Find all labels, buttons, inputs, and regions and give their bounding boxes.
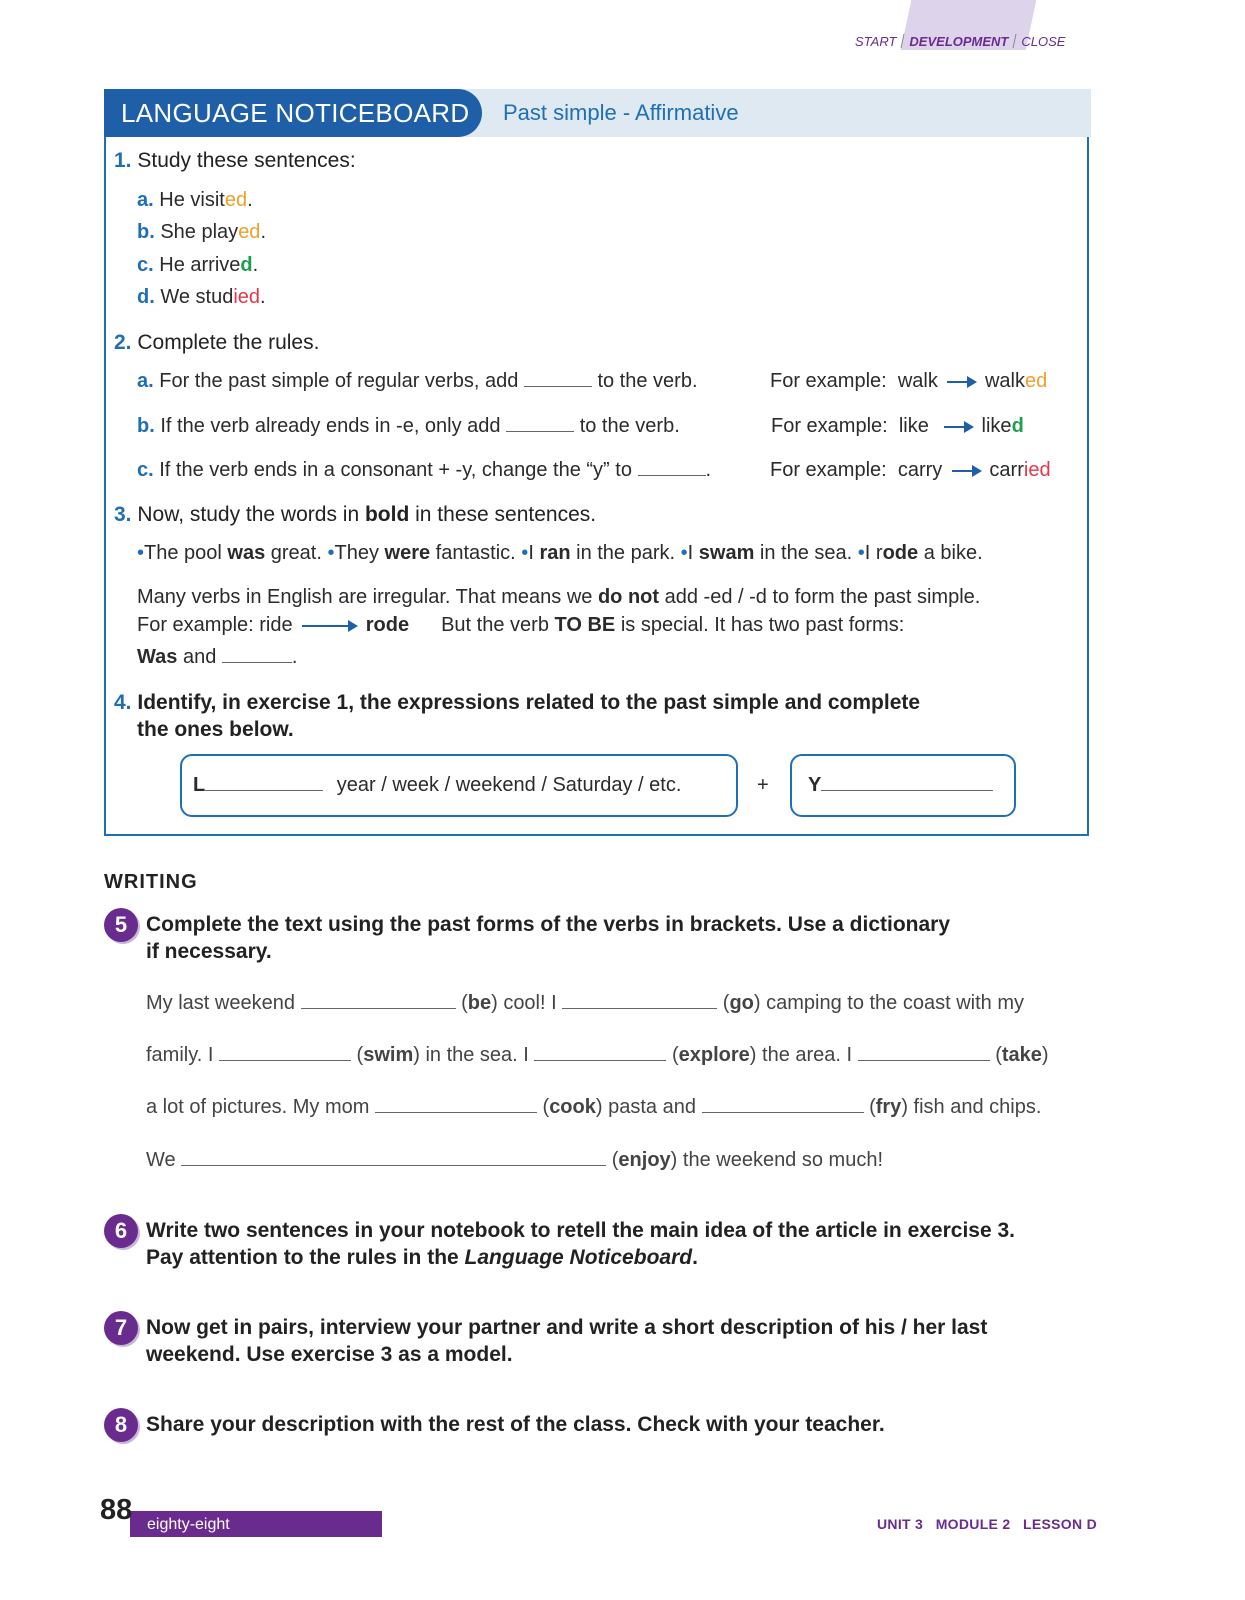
task-5-line-1: My last weekend (be) cool! I (go) camping to the coast with my (146, 992, 1024, 1014)
arrow-icon (947, 381, 975, 383)
q4-heading: 4. Identify, in exercise 1, the expressions related to the past simple and complete (114, 691, 921, 714)
q4-heading-line2: the ones below. (137, 718, 294, 741)
last-blank[interactable] (205, 790, 323, 791)
blank-fry[interactable] (702, 1112, 864, 1113)
rule-b-blank[interactable] (506, 431, 574, 432)
writing-heading: WRITING (104, 871, 198, 893)
blank-be[interactable] (301, 1008, 456, 1009)
q1-item-d: d. We studied. (137, 286, 266, 308)
task-7-instructions: Now get in pairs, interview your partner and write a short description of his / her last weekend. Use exercise 3 as a model. (146, 1316, 988, 1366)
q2-example-c: For example: carry carried (770, 459, 1051, 481)
task-6-instructions: Write two sentences in your notebook to retell the main idea of the article in exercise 3. Pay attention to the rules in the Language Noticeboard. (146, 1219, 1016, 1269)
arrow-icon (944, 426, 972, 428)
task-5-line-3: a lot of pictures. My mom (cook) pasta and (fry) fish and chips. (146, 1096, 1042, 1118)
q3-paragraph-1: Many verbs in English are irregular. That means we do not add -ed / -d to form the past simple. (137, 586, 981, 608)
q2-rule-a: a. For the past simple of regular verbs, add to the verb. (137, 370, 698, 392)
q3-paragraph-2: For example: ride rode But the verb TO BE is special. It has two past forms: (137, 614, 905, 636)
q2-rule-b: b. If the verb already ends in -e, only add to the verb. (137, 415, 680, 437)
blank-swim[interactable] (219, 1060, 351, 1061)
task-5-number: 5 (104, 908, 138, 942)
blank-cook[interactable] (375, 1112, 537, 1113)
q3-examples: •The pool was great. •They were fantastic. •I ran in the park. •I swam in the sea. •I rode a bike. (137, 542, 983, 564)
task-5-instructions: Complete the text using the past forms of the verbs in brackets. Use a dictionary if necessary. (146, 913, 951, 963)
arrow-icon (302, 625, 356, 627)
expression-yesterday: Y (808, 774, 993, 797)
blank-go[interactable] (562, 1008, 717, 1009)
nav-development[interactable]: DEVELOPMENT (909, 34, 1009, 49)
task-7-number: 7 (104, 1311, 138, 1345)
q1-heading: 1. Study these sentences: (114, 149, 356, 172)
q2-heading: 2. Complete the rules. (114, 331, 320, 354)
section-nav (855, 34, 1065, 49)
q3-paragraph-3: Was and . (137, 646, 298, 668)
task-6-number: 6 (104, 1214, 138, 1248)
q3-heading: 3. Now, study the words in bold in these sentences. (114, 503, 597, 526)
blank-take[interactable] (858, 1060, 990, 1061)
task-5-line-4: We (enjoy) the weekend so much! (146, 1149, 884, 1171)
q2-example-a: For example: walk walked (770, 370, 1048, 392)
noticeboard-title: LANGUAGE NOTICEBOARD (104, 89, 482, 137)
task-8-number: 8 (104, 1408, 138, 1442)
plus-sign: + (757, 774, 769, 796)
nav-close[interactable]: CLOSE (1021, 34, 1066, 49)
q1-item-b: b. She played. (137, 221, 266, 243)
task-8-instructions: Share your description with the rest of the class. Check with your teacher. (146, 1413, 885, 1436)
q2-example-b: For example: like liked (771, 415, 1024, 437)
q1-item-c: c. He arrived. (137, 254, 259, 276)
rule-c-blank[interactable] (638, 475, 706, 476)
page-number: 88 (100, 1494, 133, 1526)
noticeboard-subtitle: Past simple - Affirmative (503, 100, 739, 125)
nav-start[interactable]: START (855, 34, 897, 49)
q1-item-a: a. He visited. (137, 189, 253, 211)
lesson-reference: UNIT 3 MODULE 2 LESSON D (877, 1516, 1098, 1532)
to-be-blank[interactable] (222, 662, 292, 663)
blank-explore[interactable] (534, 1060, 666, 1061)
expression-last: L year / week / weekend / Saturday / etc. (193, 774, 682, 796)
blank-enjoy[interactable] (181, 1165, 606, 1166)
arrow-icon (952, 470, 980, 472)
rule-a-blank[interactable] (524, 386, 592, 387)
yesterday-blank[interactable] (821, 790, 993, 791)
task-5-line-2: family. I (swim) in the sea. I (explore) the area. I (take) (146, 1044, 1049, 1066)
q2-rule-c: c. If the verb ends in a consonant + -y, change the “y” to . (137, 459, 712, 481)
page-words: eighty-eight (130, 1511, 382, 1537)
